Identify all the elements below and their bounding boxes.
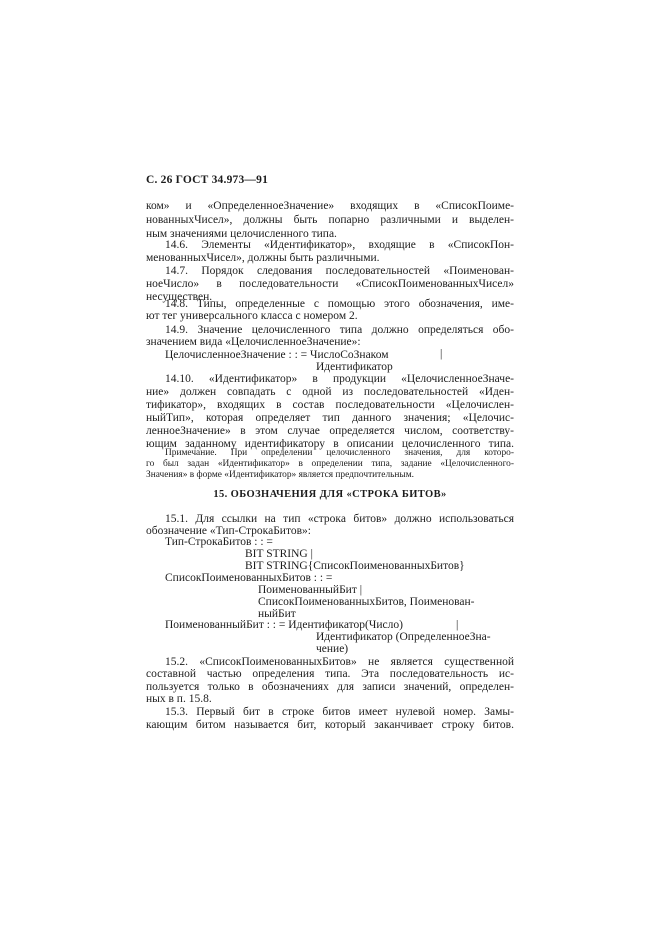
text-line: ют тег универсального класса с номером 2. — [146, 310, 358, 322]
text-line: 14.10. «Идентификатор» в продукции «ЦелочисленноеЗначе- — [165, 373, 514, 385]
text-line: 14.7. Порядок следования последовательностей «Поименован- — [165, 265, 514, 277]
text-line: 14.9. Значение целочисленного типа должно определяться обо- — [165, 324, 514, 336]
text-line: составной частью определения типа. Эта последовательность ис- — [146, 668, 514, 680]
text-line: ние» должен совпадать с одной из последовательностей «Иден- — [146, 386, 514, 398]
text-line: ком» и «ОпределенноеЗначение» входящих в «СписокПоиме- — [146, 200, 514, 212]
text-line: 15.3. Первый бит в строке битов имеет нулевой номер. Замы- — [165, 706, 514, 718]
text-line: менованныхЧисел», должны быть различными. — [146, 252, 380, 264]
formula-line: ныйБит — [258, 608, 296, 620]
text-line: ных в п. 15.8. — [146, 693, 212, 705]
text-line: обозначение «Тип-СтрокаБитов»: — [146, 525, 311, 537]
note-line: Примечание. При определении целочисленного значения, для которо- — [165, 448, 514, 458]
formula-line: ПоименованныйБит | — [258, 584, 363, 596]
text-line: тификатор», входящих в состав последовательности «Целочислен- — [146, 399, 514, 411]
formula-line: чение) — [316, 643, 349, 655]
text-line: кающим битом называется бит, который заканчивает строку битов. — [146, 719, 514, 731]
text-line: ным значениями целочисленного типа. — [146, 228, 337, 240]
formula-line: СписокПоименованныхБитов, Поименован- — [258, 596, 475, 608]
formula-line: Идентификатор — [316, 361, 393, 373]
text-line: 15.2. «СписокПоименованныхБитов» не является существенной — [165, 656, 514, 668]
formula-line: Идентификатор (ОпределенноеЗна- — [316, 631, 491, 643]
text-line: несуществен. — [146, 291, 213, 303]
formula-line: BIT STRING | — [245, 548, 313, 560]
text-line: ющим заданному идентификатору в описании целочисленного типа. — [146, 438, 514, 450]
formula-line: BIT STRING{СписокПоименованныхБитов} — [245, 560, 465, 572]
formula-line: ПоименованныйБит : : = Идентификатор(Число) — [165, 619, 403, 631]
text-line: 14.8. Типы, определенные с помощью этого обозначения, име- — [165, 298, 514, 310]
section-heading: 15. ОБОЗНАЧЕНИЯ ДЛЯ «СТРОКА БИТОВ» — [213, 489, 447, 500]
text-line: нованныхЧисел», должны быть попарно различными и выделен- — [146, 214, 514, 226]
text-line: ныйТип», которая определяет тип данного значения; «Целочис- — [146, 412, 514, 424]
formula-line: ЦелочисленноеЗначение : : = ЧислоСоЗнаком — [165, 349, 389, 361]
text-line: 15.1. Для ссылки на тип «строка битов» должно использоваться — [165, 513, 514, 525]
text-line: 14.6. Элементы «Идентификатор», входящие в «СписокПон- — [165, 239, 514, 251]
page-header: С. 26 ГОСТ 34.973—91 — [146, 174, 269, 186]
note-line: Значения» в форме «Идентификатор» является предпочтительным. — [146, 470, 414, 480]
formula-line: Тип-СтрокаБитов : : = — [165, 536, 273, 548]
text-line: ленноеЗначение» в этом случае определяется числом, соответству- — [146, 425, 514, 437]
formula-separator: | — [440, 348, 443, 360]
text-line: ноеЧисло» в последовательности «СписокПоименованныхЧисел» — [146, 278, 514, 290]
formula-separator: | — [456, 619, 459, 631]
formula-line: СписокПоименованныхБитов : : = — [165, 572, 333, 584]
note-line: го был задан «Идентификатор» в определении типа, задание «Целочисленного- — [146, 459, 514, 469]
text-line: значением вида «ЦелочисленноеЗначение»: — [146, 336, 361, 348]
text-line: пользуется только в обозначениях для записи значений, определен- — [146, 681, 514, 693]
